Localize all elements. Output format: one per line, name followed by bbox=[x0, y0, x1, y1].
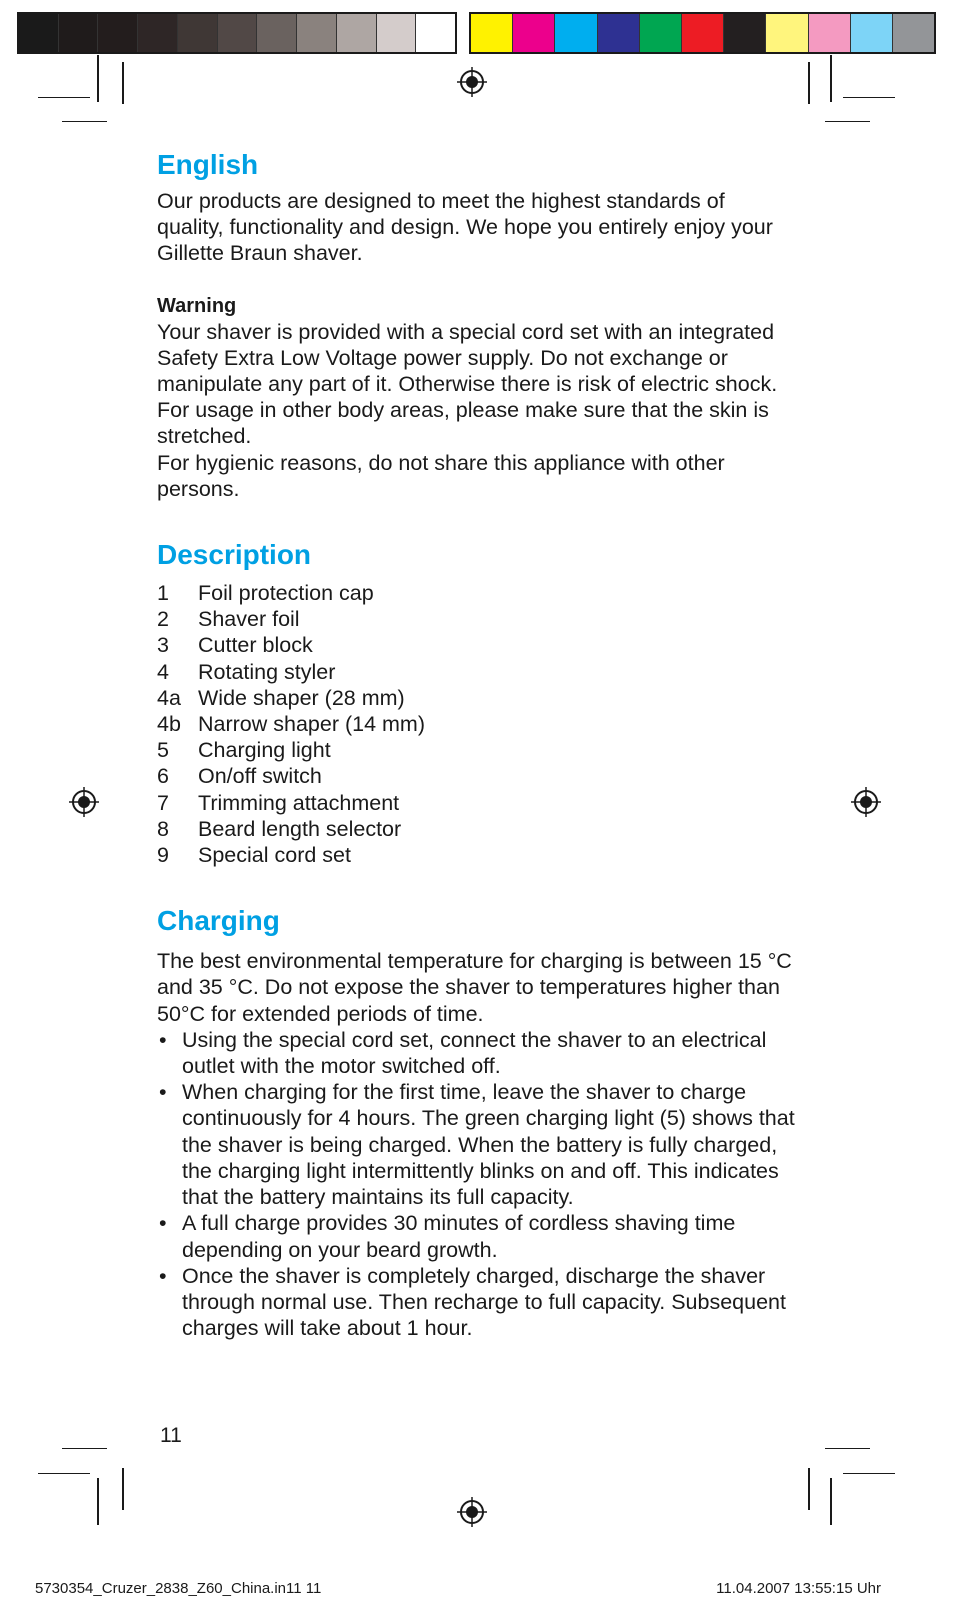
footer-file-info: 5730354_Cruzer_2838_Z60_China.in11 11 bbox=[35, 1580, 322, 1597]
bullet-dot: • bbox=[159, 1211, 167, 1236]
crop-mark bbox=[808, 1468, 810, 1510]
registration-crosshair-icon bbox=[851, 787, 881, 817]
section-charging bbox=[157, 904, 797, 1341]
crop-mark bbox=[825, 1448, 870, 1449]
description-list bbox=[157, 580, 797, 868]
description-item-number: 4 bbox=[157, 659, 169, 684]
page-number: 11 bbox=[160, 1424, 182, 1447]
color-swatch bbox=[296, 14, 336, 52]
section-description bbox=[157, 538, 797, 868]
crop-mark bbox=[825, 121, 870, 122]
description-item bbox=[157, 816, 797, 842]
warning-title: Warning bbox=[157, 294, 237, 317]
warning-paragraph: Your shaver is provided with a special cord set with an integrated Safety Extra Low Voltage power supply. Do not exchange or manipulate any part of it. Otherwise there is risk of electric shock. bbox=[157, 319, 778, 397]
description-item bbox=[157, 580, 797, 606]
section-title-description: Description bbox=[157, 539, 312, 571]
crop-mark bbox=[843, 1473, 895, 1474]
color-swatch bbox=[376, 14, 416, 52]
description-item-number: 1 bbox=[157, 581, 169, 606]
grayscale-swatches bbox=[17, 12, 457, 54]
description-item bbox=[157, 711, 797, 737]
description-item-label: Special cord set bbox=[198, 843, 351, 868]
print-color-bar bbox=[17, 12, 936, 54]
charging-bullet-item bbox=[157, 1079, 797, 1210]
color-swatch bbox=[850, 14, 892, 52]
charging-intro: The best environmental temperature for charging is between 15 °C and 35 °C. Do not expose the shaver to temperatures higher than 50°C for extended periods of time. bbox=[157, 949, 792, 1026]
english-intro: Our products are designed to meet the highest standards of quality, functionality and design. We hope you entirely enjoy your Gillette Braun shaver. bbox=[157, 189, 773, 266]
description-item-number: 2 bbox=[157, 607, 169, 632]
color-swatch bbox=[58, 14, 98, 52]
color-swatch bbox=[137, 14, 177, 52]
description-item bbox=[157, 606, 797, 632]
registration-crosshair-icon bbox=[457, 1497, 487, 1527]
color-swatch bbox=[256, 14, 296, 52]
color-swatch bbox=[808, 14, 850, 52]
crop-mark bbox=[62, 1448, 107, 1449]
crop-mark bbox=[38, 1473, 90, 1474]
description-item-label: Rotating styler bbox=[198, 659, 336, 684]
color-swatch bbox=[512, 14, 554, 52]
description-item-number: 6 bbox=[157, 764, 169, 789]
description-item bbox=[157, 842, 797, 868]
charging-bullet-item bbox=[157, 1210, 797, 1262]
bullet-dot: • bbox=[159, 1027, 167, 1052]
description-item bbox=[157, 763, 797, 789]
bullet-text: A full charge provides 30 minutes of cordless shaving time depending on your beard growth. bbox=[182, 1211, 736, 1262]
crop-mark bbox=[38, 97, 90, 98]
description-item-label: Wide shaper (28 mm) bbox=[198, 685, 405, 710]
description-item-number: 5 bbox=[157, 738, 169, 763]
color-swatch bbox=[892, 14, 934, 52]
description-item-number: 7 bbox=[157, 790, 169, 815]
crop-mark bbox=[97, 1478, 99, 1525]
color-swatch bbox=[471, 14, 512, 52]
registration-crosshair-icon bbox=[69, 787, 99, 817]
section-title-english: English bbox=[157, 149, 259, 180]
description-item-label: On/off switch bbox=[198, 764, 322, 789]
charging-bullet-list bbox=[157, 1027, 797, 1341]
description-item bbox=[157, 790, 797, 816]
description-item-label: Narrow shaper (14 mm) bbox=[198, 712, 425, 737]
crop-mark bbox=[808, 62, 810, 104]
crop-mark bbox=[122, 62, 124, 104]
bullet-dot: • bbox=[159, 1263, 167, 1288]
description-item-number: 9 bbox=[157, 843, 169, 868]
description-item bbox=[157, 659, 797, 685]
description-item bbox=[157, 737, 797, 763]
section-title-charging: Charging bbox=[157, 905, 280, 937]
charging-bullet-item bbox=[157, 1263, 797, 1342]
charging-bullet-item bbox=[157, 1027, 797, 1079]
description-item-number: 8 bbox=[157, 816, 169, 841]
bullet-text: Once the shaver is completely charged, discharge the shaver through normal use. Then recharge to full capacity. Subsequent charges will take about 1 hour. bbox=[182, 1263, 786, 1341]
crop-mark bbox=[62, 121, 107, 122]
crop-mark bbox=[830, 55, 832, 102]
footer-timestamp: 11.04.2007 13:55:15 Uhr bbox=[716, 1580, 881, 1597]
bullet-dot: • bbox=[159, 1080, 167, 1105]
color-swatch bbox=[217, 14, 257, 52]
description-item-number: 4a bbox=[157, 685, 181, 710]
bullet-text: When charging for the first time, leave the shaver to charge continuously for 4 hours. The green charging light (5) shows that the shaver is being charged. When the battery is fully charged, the charging light intermittently blinks on and off. This indicates that the battery maintains its full capacity. bbox=[182, 1080, 795, 1210]
registration-crosshair-icon bbox=[457, 67, 487, 97]
description-item-number: 3 bbox=[157, 633, 169, 658]
color-swatches bbox=[469, 12, 936, 54]
color-swatch bbox=[554, 14, 596, 52]
description-item-number: 4b bbox=[157, 712, 181, 737]
color-swatch bbox=[597, 14, 639, 52]
color-swatch bbox=[415, 14, 455, 52]
description-item-label: Trimming attachment bbox=[198, 790, 400, 815]
color-swatch bbox=[177, 14, 217, 52]
manual-content bbox=[157, 148, 797, 1341]
crop-mark bbox=[97, 55, 99, 102]
color-swatch bbox=[336, 14, 376, 52]
description-item-label: Foil protection cap bbox=[198, 581, 374, 606]
color-swatch bbox=[19, 14, 58, 52]
description-item-label: Beard length selector bbox=[198, 816, 402, 841]
bullet-text: Using the special cord set, connect the shaver to an electrical outlet with the motor switched off. bbox=[182, 1027, 767, 1079]
description-item-label: Cutter block bbox=[198, 633, 313, 658]
description-item bbox=[157, 685, 797, 711]
crop-mark bbox=[122, 1468, 124, 1510]
color-swatch bbox=[97, 14, 137, 52]
color-swatch bbox=[723, 14, 765, 52]
warning-paragraph: For hygienic reasons, do not share this appliance with other persons. bbox=[157, 450, 725, 501]
description-item-label: Shaver foil bbox=[198, 607, 300, 632]
section-english bbox=[157, 148, 797, 502]
color-swatch bbox=[681, 14, 723, 52]
crop-mark bbox=[843, 97, 895, 98]
crop-mark bbox=[830, 1478, 832, 1525]
description-item bbox=[157, 632, 797, 658]
warning-paragraph: For usage in other body areas, please make sure that the skin is stretched. bbox=[157, 398, 769, 449]
color-swatch bbox=[765, 14, 807, 52]
color-swatch bbox=[639, 14, 681, 52]
description-item-label: Charging light bbox=[198, 738, 331, 763]
